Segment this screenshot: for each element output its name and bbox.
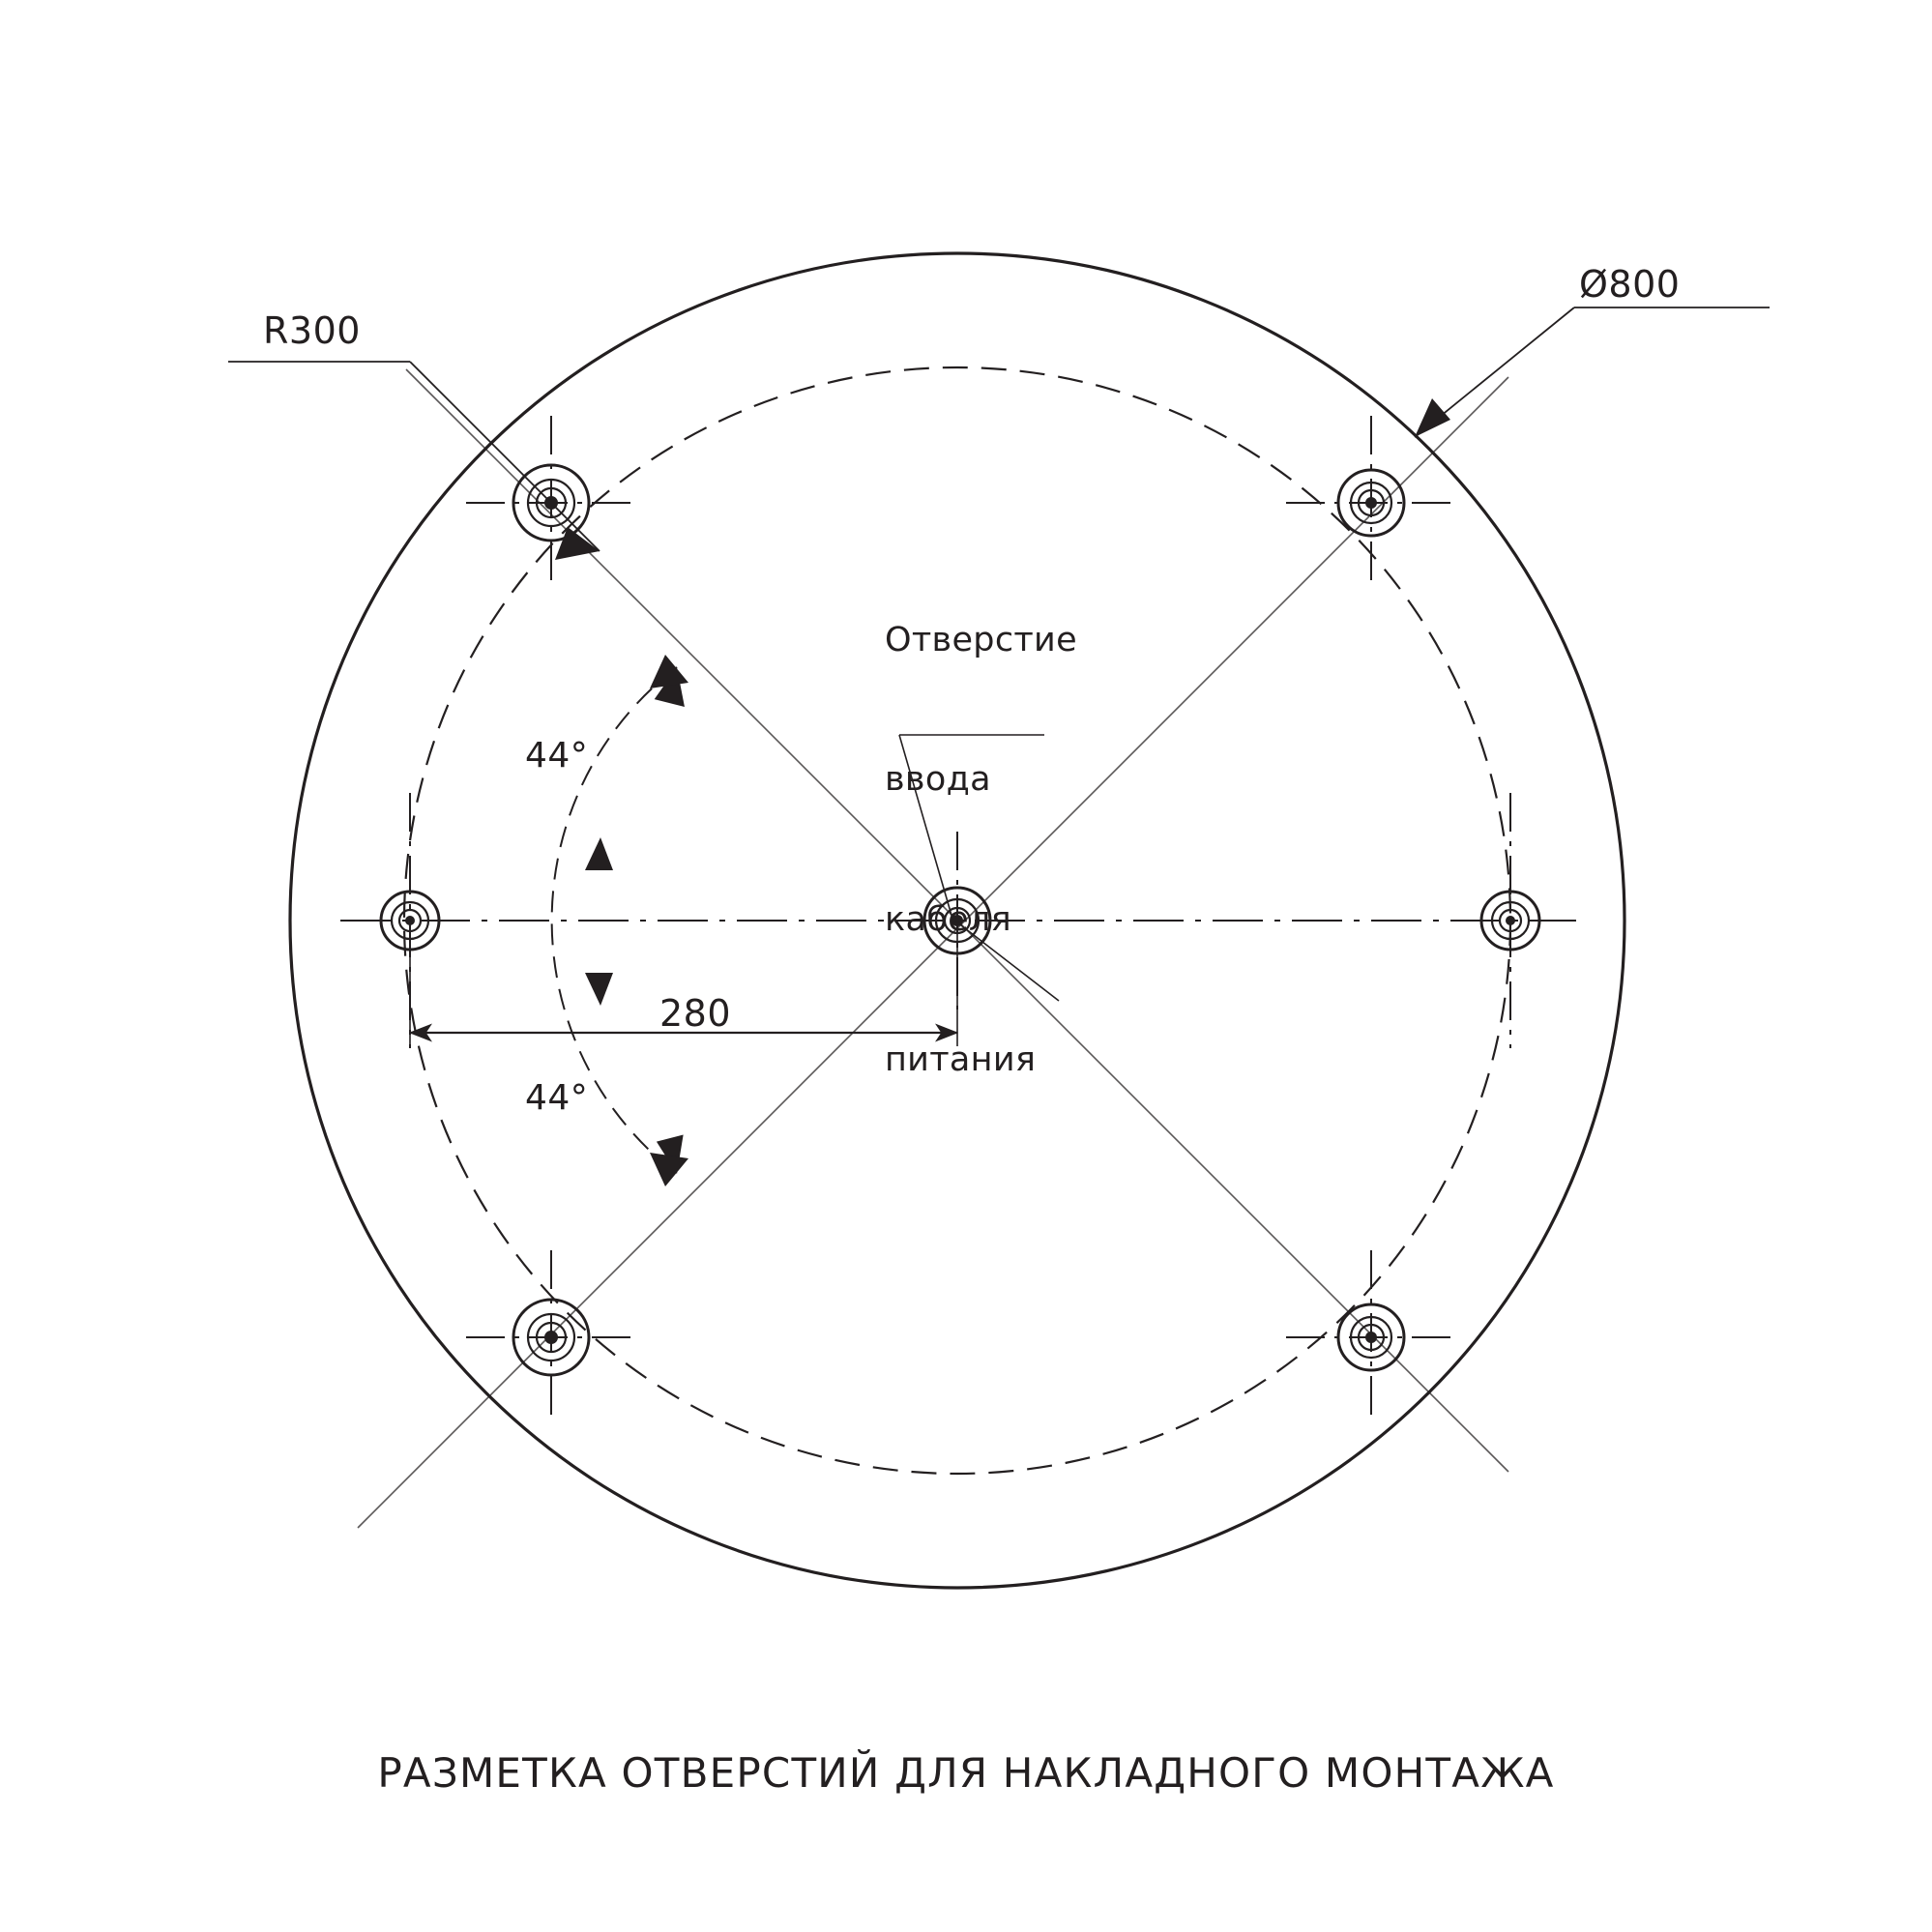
label-angle-lower: 44° (525, 1078, 589, 1118)
cable-note-line-2: ввода (885, 760, 991, 800)
drawing-title: РАЗМЕТКА ОТВЕРСТИЙ ДЛЯ НАКЛАДНОГО МОНТАЖА (377, 1749, 1555, 1797)
label-linear-dimension: 280 (659, 992, 732, 1035)
label-radius: R300 (263, 309, 361, 352)
label-angle-upper: 44° (525, 736, 589, 776)
label-cable-entry-note (885, 523, 1077, 1177)
leader-r300 (228, 362, 600, 560)
cable-note-line-1: Отверстие (885, 620, 1077, 659)
hole-upper-right (1286, 416, 1458, 590)
cable-note-line-3: кабеля (885, 900, 1011, 940)
label-diameter: Ø800 (1579, 263, 1681, 306)
hole-lower-right (1286, 1250, 1458, 1424)
cable-note-line-4: питания (885, 1040, 1037, 1080)
